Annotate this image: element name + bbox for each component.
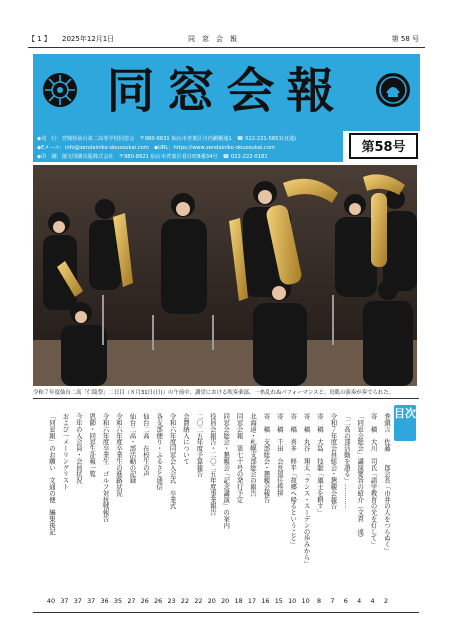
- toc-entry: 令和六年度卒業生 ゴルフ対抗戦報告: [101, 413, 110, 522]
- toc-entry: 今年の入会員・会員状況: [74, 413, 83, 484]
- toc-page-number: 23: [167, 597, 176, 605]
- toc-page-number: 22: [194, 597, 203, 605]
- toc-entry: 寄 稿 丸谷 翔太「ランス・スーデンの歩みから」: [302, 413, 311, 567]
- toc-page-number: 10: [301, 597, 310, 605]
- toc-entry: 恩師・同窓生訃報一覧: [88, 413, 97, 477]
- toc-page-number: 16: [261, 597, 270, 605]
- toc-page-number: 27: [127, 597, 136, 605]
- toc-page-number: 15: [274, 597, 283, 605]
- toc-entry: 「二高の部活動を語る」…………: [342, 413, 351, 509]
- toc-page-number: 4: [357, 597, 362, 605]
- issue-number: 第 58 号: [391, 35, 419, 43]
- toc-page-number: 7: [330, 597, 335, 605]
- school-emblem-right: [374, 71, 412, 109]
- masthead: [33, 54, 420, 131]
- publisher-info: [33, 131, 343, 162]
- toc-entry: 「同窓会総会」講演要旨の紹介（文責 遠）: [356, 413, 365, 541]
- toc-entry: 会費納入について: [182, 413, 190, 465]
- toc-entry: 二〇二五年度予算報告: [195, 413, 204, 477]
- toc-entry: 同窓会報 第七十号の発行予定: [235, 413, 244, 503]
- toc-heading: 目次: [394, 405, 416, 441]
- issue-label: 第58号: [349, 133, 418, 159]
- toc-page-number: 35: [113, 597, 123, 605]
- toc-page-number: 20: [221, 597, 230, 605]
- toc-page-number: 4: [370, 597, 375, 605]
- publisher-line: ◆発 行：宮城県仙台第二高等学校同窓会 〒980-8631 仙台市青葉区川内澱橋通1 ☎ 022-221-5651(直通): [37, 136, 297, 142]
- toc-entry: 寄 稿 大島 技聡「風土を耕す」: [316, 413, 324, 516]
- toc-page-number: 26: [140, 597, 149, 605]
- printer-line: ◆印 刷：創文印刷出版株式会社 〒980-8621 仙台市青葉区春日町8番34号 ☎ 022-222-0181: [37, 154, 268, 160]
- toc-page-number: 18: [234, 597, 243, 605]
- page-tag: 【 1 】: [28, 35, 51, 43]
- page-header: [28, 34, 425, 46]
- newsletter-name: 同 窓 会 報: [188, 35, 237, 43]
- toc-entry: 同窓会総会・懇親会「記念講演」の案内: [222, 413, 231, 529]
- toc-entry: 寄 稿 千田 会長退任挨拶: [275, 413, 284, 497]
- toc-entry: 役員会報告・二〇二五年度事業報告: [208, 413, 217, 516]
- toc-page-number: 6: [343, 597, 348, 605]
- toc-entry: 寄 稿 喜多 修平「故郷へ帰るということ」: [289, 413, 298, 548]
- toc-page-number: 37: [60, 597, 69, 605]
- brass-band-photo: [33, 165, 417, 386]
- toc-entry: 令和六年度卒業生の進路状況: [115, 413, 123, 497]
- toc-page-number: 2: [383, 597, 389, 605]
- toc-entry: 仙台二高・部活動の記録: [128, 413, 137, 484]
- toc-entry: 北海道・札幌支部総会の報告: [249, 413, 257, 497]
- toc-page-number: 26: [154, 597, 163, 605]
- toc-entry: 「同窓報」のお願い 文通の便 編集後記: [48, 413, 56, 535]
- toc-entry: 仙台二高 在校生の声: [141, 413, 150, 477]
- toc-page-number: 37: [87, 597, 96, 605]
- toc-page-number: 37: [73, 597, 82, 605]
- toc-page-number: 40: [46, 597, 56, 605]
- toc-page-number: 8: [316, 597, 322, 605]
- toc-entry: 寄 稿 支部総会・懇親会報告: [262, 413, 271, 503]
- toc-entry: 寄 稿 大川 司氏「語学教育の光を灯して」: [369, 413, 378, 548]
- toc-entry: 各支部便り・ふるさと通信: [155, 413, 164, 490]
- toc-entry: 令和７年度会員総会・懇親会報告: [329, 413, 338, 509]
- toc-page-number: 22: [180, 597, 190, 605]
- toc-entry: 巻頭言 佐藤 郎会長「市井の人をつらぬく」: [383, 413, 391, 554]
- toc-page-number: 17: [247, 597, 257, 605]
- toc-page-number: 10: [288, 597, 297, 605]
- photo-caption: 令和７年度仙台二高「仁陵祭」二日目（８月31日(日)）の午前中、講堂における吹奏楽部、一糸乱れぬパフォーマンスと、鳥肌の演奏が奏でられた。: [33, 390, 395, 396]
- toc-page-number: 20: [207, 597, 216, 605]
- masthead-title: 同窓会報: [106, 63, 347, 119]
- toc-entry: 令和六年度同窓会入会式 卒業式: [168, 413, 177, 509]
- header-rule: [28, 47, 425, 48]
- toc-entry: および一メーリングリスト: [61, 413, 70, 490]
- toc-page-number: 36: [100, 597, 109, 605]
- issue-date: 2025年12月1日: [62, 35, 115, 43]
- contact-line: ◆Eメール：info@zendainiko-dousoukai.com ◆URL：https://www.zendainiko-dousoukai.com: [37, 145, 275, 151]
